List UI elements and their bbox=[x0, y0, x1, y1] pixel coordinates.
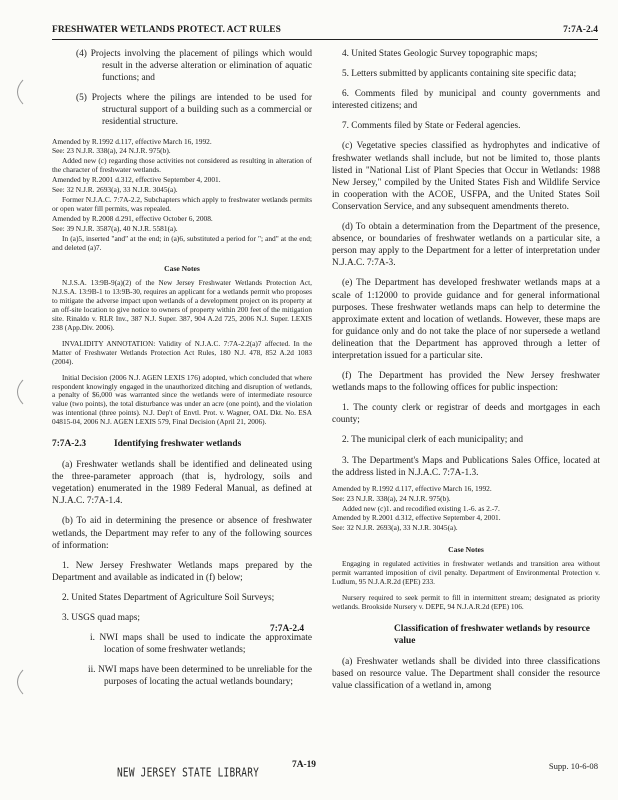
paragraph: (a) Freshwater wetlands shall be divided into three classifications based on resource value. The Department shall consider the resource value classification of a wetland in, among bbox=[332, 656, 600, 691]
section-number: 7:7A-2.4 bbox=[270, 623, 305, 634]
note-line: In (a)5, inserted "and" at the end; in (a)6, substituted a period for "; and" at the end; and deleted (a)7. bbox=[52, 233, 312, 252]
note-line: See: 39 N.J.R. 3587(a), 40 N.J.R. 5581(a). bbox=[52, 223, 178, 233]
case-note: N.J.S.A. 13:9B-9(a)(2) of the New Jersey Freshwater Wetlands Protection Act, N.J.S.A. 13:9B-1 to 13:9B-30, requires an applicant for a wetlands permit who proposes to mitigate the adverse impact upon wetlands of a development project on its property at an off-site location to give notice to owners of property within 200 feet of the mitigation site. Rinaldo v. RLR Inv., 387 N.J. Super. 387, 904 A.2d 725, 2006 N.J. Super. LEXIS 238 (App.Div. 2006). bbox=[52, 278, 312, 332]
right-column bbox=[270, 48, 600, 700]
page-number: 7A-19 bbox=[292, 760, 316, 770]
note-line: See: 32 N.J.R. 2693(a), 33 N.J.R. 3045(a). bbox=[332, 523, 458, 533]
sub-list-item: i. NWI maps shall be used to indicate the approximate location of some freshwater wetlands; bbox=[90, 633, 312, 656]
supplement-date: Supp. 10-6-08 bbox=[548, 761, 598, 771]
note-line: See: 23 N.J.R. 338(a), 24 N.J.R. 975(b). bbox=[52, 146, 171, 156]
case-note: INVALIDITY ANNOTATION: Validity of N.J.A.C. 7:7A-2.2(a)7 affected. In the Matter of Freshwater Wetlands Protection Act Rules, 180 N.J. 478, 852 A.2d 1083 (2004). bbox=[52, 338, 312, 366]
amendment-notes bbox=[52, 138, 312, 253]
case-note: Initial Decision (2006 N.J. AGEN LEXIS 176) adopted, which concluded that where respondent knowingly engaged in the unauthorized ditching and disruption of wetlands, a penalty of $6,000 was warranted since the wetlands were of intermediate resource value (two points), the total disturbance was under an acre (one point), and the violation was intentional (three points). N.J. Dep't of Envtl. Prot. v. Wagner, OAL Dkt. No. ESA 04815-04, 2006 N.J. AGEN LEXIS 579, Final Decision (April 21, 2006). bbox=[52, 372, 312, 427]
header-section-ref: 7:7A-2.4 bbox=[563, 25, 598, 35]
note-line: Amended by R.2001 d.312, effective September 4, 2001. bbox=[332, 513, 501, 523]
note-line: Added new (c) regarding those activities not considered as resulting in alteration of the character of freshwater wetlands. bbox=[52, 156, 312, 175]
section-heading bbox=[270, 623, 600, 647]
header-title: FRESHWATER WETLANDS PROTECT. ACT RULES bbox=[52, 25, 281, 35]
note-line: Amended by R.1992 d.117, effective March 16, 1992. bbox=[332, 483, 492, 493]
list-item: 7. Comments filed by State or Federal agencies. bbox=[342, 121, 521, 132]
note-line: Former N.J.A.C. 7:7A-2.2, Subchapters which apply to freshwater wetlands permits or open water fill permits, was repealed. bbox=[52, 195, 312, 213]
punch-hole-bottom bbox=[10, 668, 26, 696]
paragraph: (d) To obtain a determination from the Department of the presence, absence, or boundaries of freshwater wetlands on a particular site, a person may apply to the Department for a letter of interpretation under N.J.A.C. 7:7A-3. bbox=[332, 222, 600, 269]
case-notes-heading: Case Notes bbox=[448, 545, 484, 555]
note-line: Amended by R.2001 d.312, effective September 4, 2001. bbox=[52, 175, 221, 185]
list-item: 1. The county clerk or registrar of deeds and mortgages in each county; bbox=[332, 403, 600, 426]
library-stamp: NEW JERSEY STATE LIBRARY bbox=[117, 766, 260, 781]
list-item: (4) Projects involving the placement of pilings which would result in the adverse alteration or elimination of aquatic functions; and bbox=[76, 49, 312, 84]
amendment-notes bbox=[332, 485, 600, 534]
note-line: See: 23 N.J.R. 338(a), 24 N.J.R. 975(b). bbox=[332, 493, 451, 503]
list-item: 4. United States Geologic Survey topographic maps; bbox=[342, 49, 538, 59]
case-notes-heading: Case Notes bbox=[164, 264, 200, 274]
running-header bbox=[52, 23, 598, 40]
case-note: Engaging in regulated activities in freshwater wetlands and transition area without permit warranted imposition of civil penalty. Department of Environmental Protection v. Ludlum, 95 N.J.A.R.2d (EPE) 233. bbox=[332, 559, 600, 587]
case-note: Nursery required to seek permit to fill in intermittent stream; designated as priority wetlands. Brookside Nursery v. DEPE, 94 N.J.A.R.2d (EPE) 106. bbox=[332, 592, 600, 611]
note-line: Amended by R.1992 d.117, effective March 16, 1992. bbox=[52, 136, 212, 146]
list-item: 2. The municipal clerk of each municipality; and bbox=[342, 435, 524, 446]
section-number: 7:7A-2.3 bbox=[52, 439, 87, 450]
paragraph: (c) Vegetative species classified as hydrophytes and indicative of freshwater wetlands shall include, but not be limited to, those plants listed in "National List of Plant Species that Occur in Wetlands: 1988 New Jersey," compiled by the United States Fish and Wildlife Service in cooperation with the ACOE, USFPA, and the United States Soil Conservation Service, and any subsequent amendments thereto. bbox=[332, 141, 600, 212]
list-item: 2. United States Department of Agriculture Soil Surveys; bbox=[62, 592, 275, 603]
punch-hole-middle bbox=[10, 378, 26, 406]
section-heading bbox=[52, 438, 312, 450]
sub-list-item: ii. NWI maps have been determined to be unreliable for the purposes of locating the actual wetlands boundary; bbox=[88, 665, 312, 688]
left-column bbox=[52, 48, 312, 696]
punch-hole-top bbox=[10, 78, 26, 106]
paragraph: (a) Freshwater wetlands shall be identified and delineated using the three-parameter approach (that is, hydrology, soils and vegetation) enumerated in the 1989 Federal Manual, as defined at N.J.A.C. 7:7A-1.4. bbox=[52, 460, 312, 507]
section-title: Identifying freshwater wetlands bbox=[114, 439, 242, 450]
paragraph: (b) To aid in determining the presence or absence of freshwater wetlands, the Department may refer to any of the following sources of information: bbox=[52, 516, 312, 551]
paragraph: (e) The Department has developed freshwater wetlands maps at a scale of 1:12000 to provide guidance and for general informational purposes. These freshwater wetlands maps can help to determine the approximate extent and location of wetlands. However, these maps are for guidance only and do not take the place of nor supersede a wetland delineation that the Department has approved through a letter of interpretation issued for a particular site. bbox=[332, 278, 600, 361]
list-item: 3. The Department's Maps and Publications Sales Office, located at the address listed in N.J.A.C. 7:7A-1.3. bbox=[332, 455, 600, 478]
note-line: See: 32 N.J.R. 2693(a), 33 N.J.R. 3045(a). bbox=[52, 185, 178, 195]
note-line: Added new (c)1. and recodified existing 1.-6. as 2.-7. bbox=[342, 503, 500, 513]
page-footer bbox=[0, 760, 618, 790]
list-item: 6. Comments filed by municipal and county governments and interested citizens; and bbox=[332, 89, 600, 112]
list-item: 5. Letters submitted by applicants containing site specific data; bbox=[342, 69, 577, 80]
section-title: Classification of freshwater wetlands by resource value bbox=[394, 623, 590, 646]
list-item: 1. New Jersey Freshwater Wetlands maps prepared by the Department and available as indicated in (f) below; bbox=[52, 560, 312, 583]
paragraph: (f) The Department has provided the New Jersey freshwater wetlands maps to the following offices for public inspection: bbox=[332, 371, 600, 394]
list-item: 3. USGS quad maps; bbox=[62, 612, 140, 623]
list-item: (5) Projects where the pilings are intended to be used for structural support of a building such as a commercial or residential structure. bbox=[76, 93, 312, 128]
note-line: Amended by R.2008 d.291, effective October 6, 2008. bbox=[52, 213, 213, 223]
